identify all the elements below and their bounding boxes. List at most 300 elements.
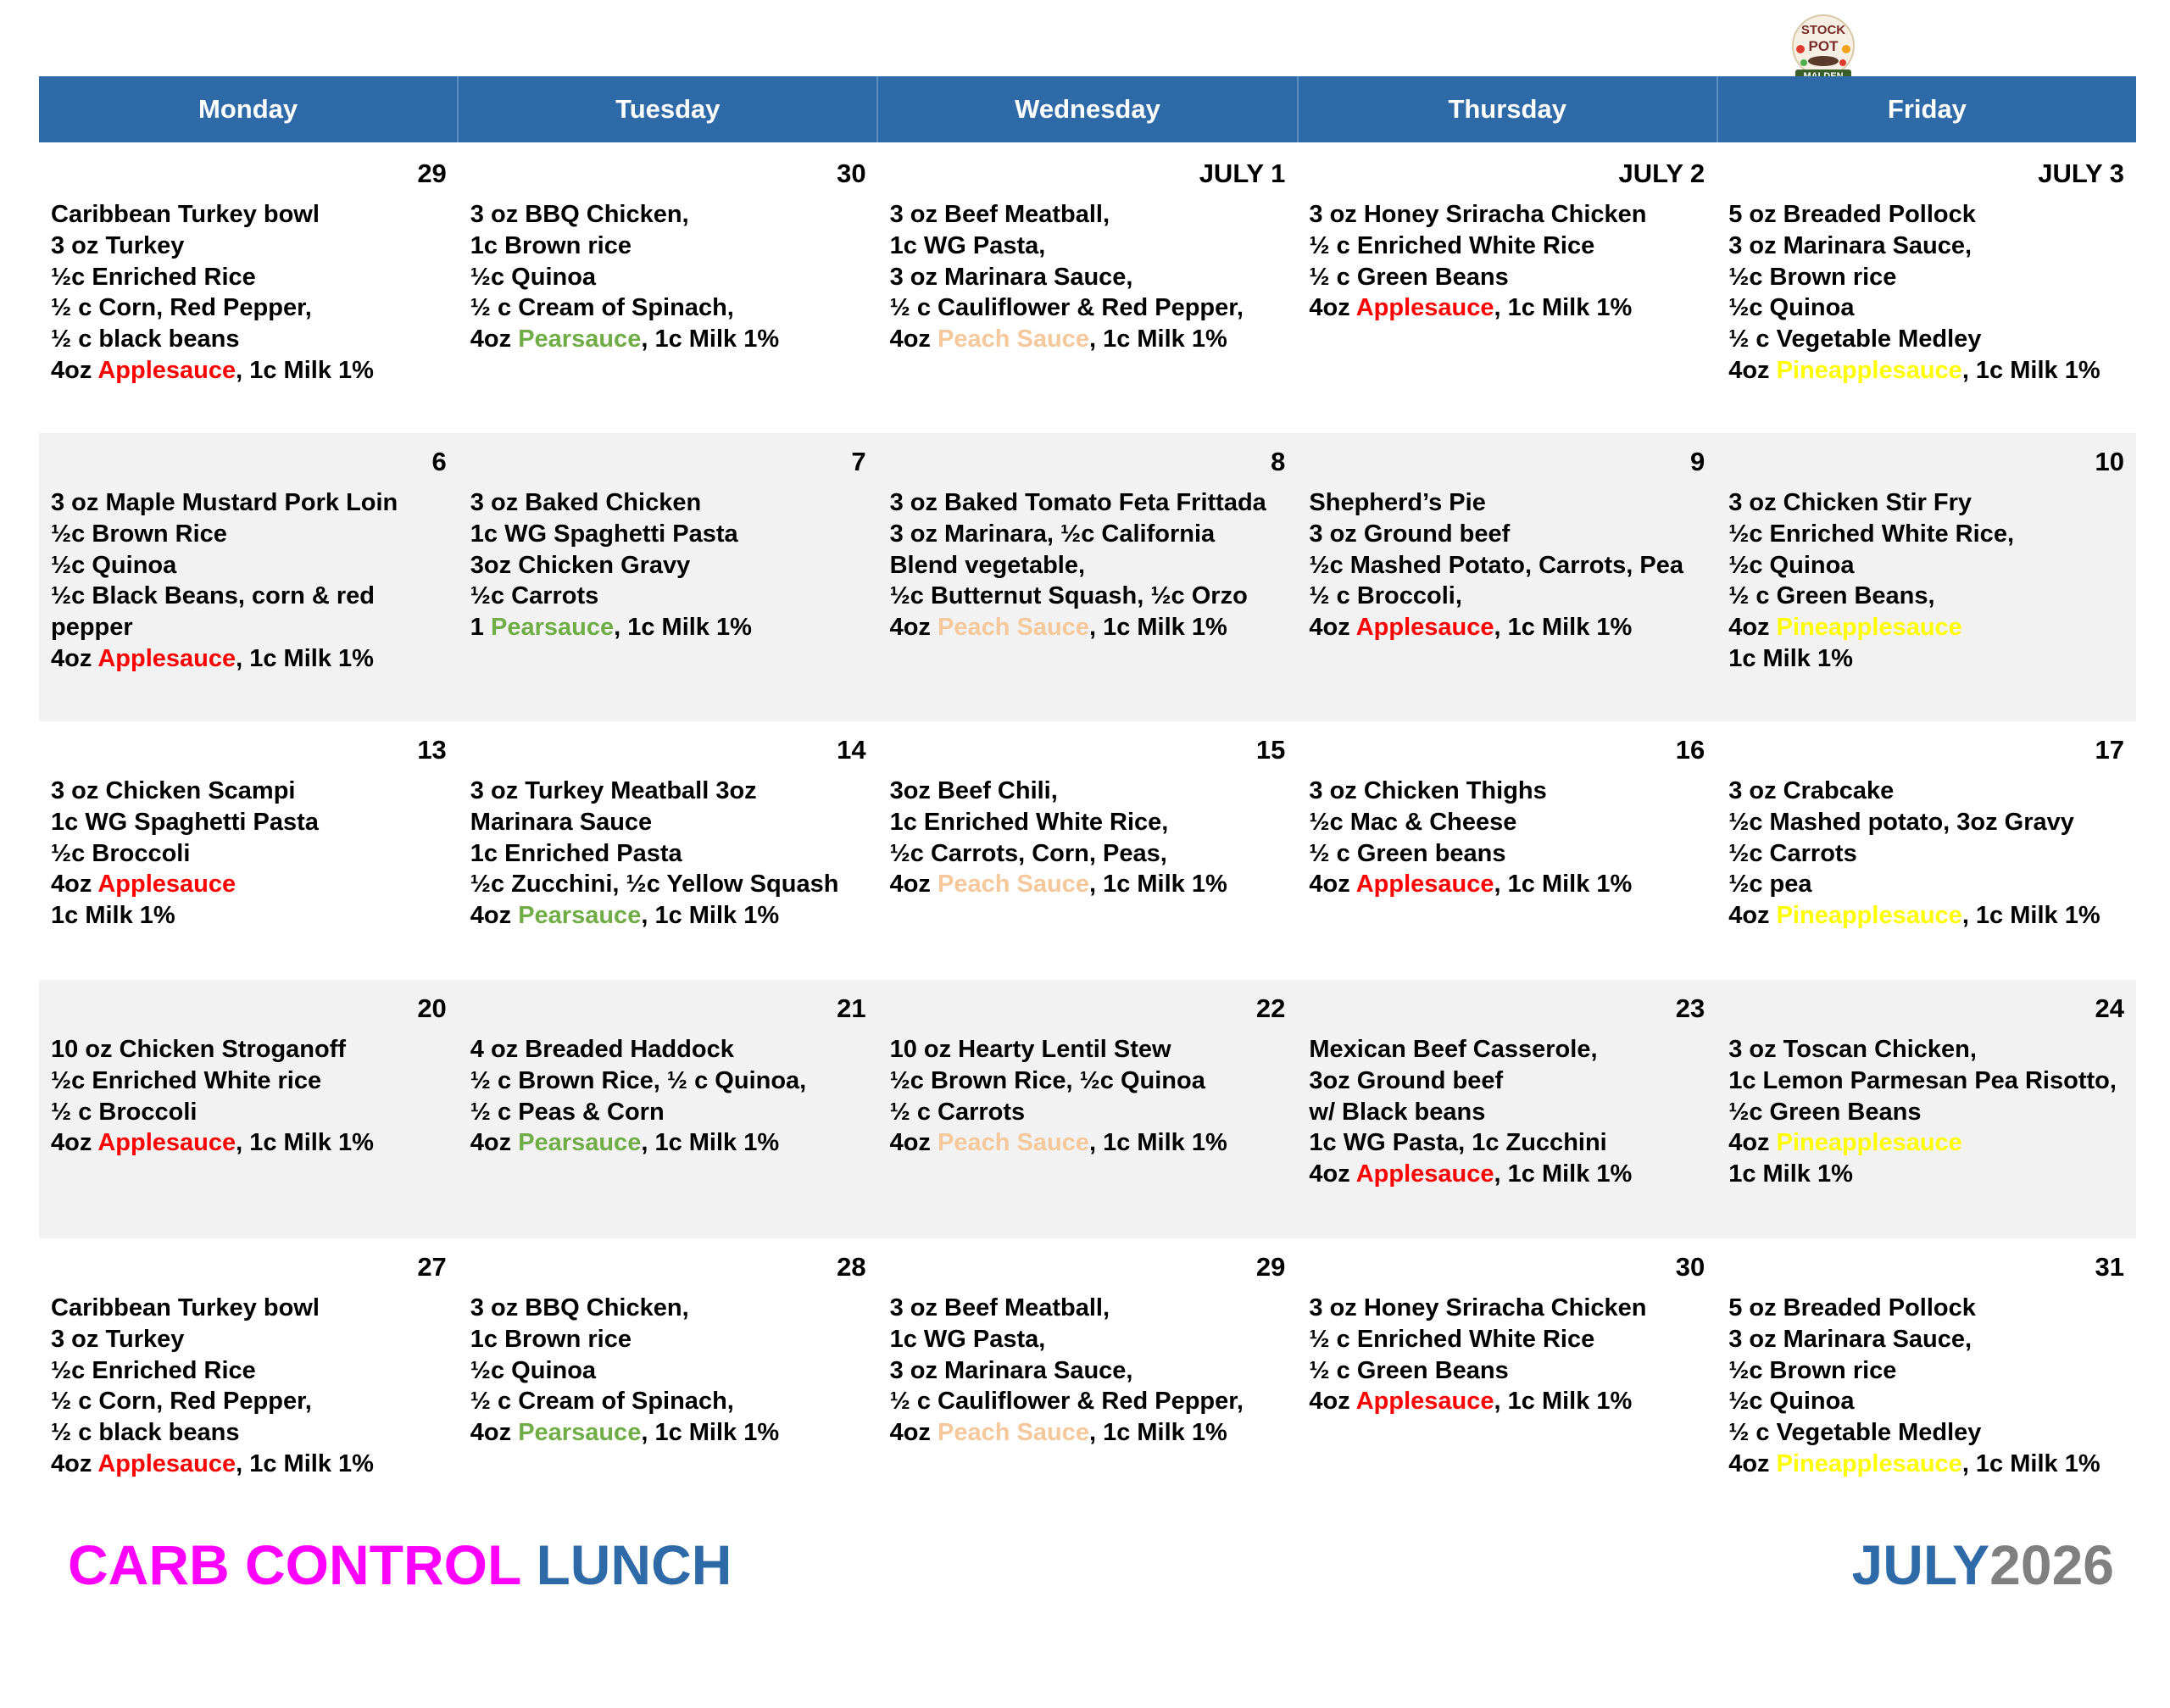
- menu-text: 3 oz Honey Sriracha Chicken: [1309, 201, 1647, 228]
- menu-text: 4oz: [1728, 1129, 1777, 1157]
- day-cell: [39, 1238, 459, 1518]
- menu-text: 3 oz Crabcake: [1728, 777, 1895, 804]
- menu-line: [1728, 1127, 2124, 1159]
- menu-text: 1c Enriched Pasta: [470, 839, 682, 867]
- menu-text: 4oz: [1728, 614, 1777, 642]
- menu-text: , 1c Milk 1%: [1088, 1129, 1227, 1157]
- menu-text: , 1c Milk 1%: [641, 1419, 780, 1447]
- menu-line: [890, 519, 1286, 550]
- menu-line: [1728, 292, 2124, 324]
- menu-line: [51, 581, 447, 612]
- fruit-sauce: Applesauce: [1355, 1388, 1494, 1416]
- menu-line: [470, 1417, 866, 1449]
- menu-line: [1728, 199, 2124, 231]
- stock-pot-malden-logo: [1778, 12, 1868, 83]
- menu-line: [1728, 900, 2124, 932]
- menu-text: 5 oz Breaded Pollock: [1728, 1294, 1976, 1321]
- day-menu: [470, 1293, 866, 1449]
- menu-text: , 1c Milk 1%: [1961, 1449, 2100, 1477]
- menu-text: ½ c Green Beans: [1309, 263, 1509, 291]
- menu-text: ½ c Vegetable Medley: [1728, 1419, 1982, 1447]
- menu-text: 4oz: [470, 325, 519, 353]
- day-date: 30: [837, 159, 866, 188]
- menu-text: ½c Quinoa: [1728, 551, 1855, 579]
- menu-line: [1309, 487, 1705, 519]
- day-menu: [890, 776, 1286, 900]
- menu-line: [51, 776, 447, 807]
- day-date: 8: [1271, 447, 1286, 476]
- week-row: [39, 980, 2136, 1238]
- menu-text: ½ c Enriched White Rice: [1309, 231, 1595, 259]
- menu-line: [51, 869, 447, 900]
- menu-text: 3 oz Maple Mustard Pork Loin: [51, 489, 398, 516]
- day-cell: [39, 721, 459, 980]
- menu-line: [470, 1127, 866, 1159]
- menu-text: 3 oz Marinara Sauce,: [1728, 231, 1972, 259]
- menu-text: 4oz: [1728, 902, 1777, 930]
- menu-line: [1309, 199, 1705, 231]
- menu-line: [1728, 1065, 2124, 1097]
- menu-text: ½c Enriched White rice: [51, 1066, 322, 1094]
- menu-line: [1728, 262, 2124, 293]
- day-date: 17: [2095, 735, 2124, 765]
- menu-line: [1309, 1065, 1705, 1097]
- menu-line: [1728, 1034, 2124, 1065]
- header-friday: Friday: [1887, 94, 1967, 124]
- menu-line: [890, 1293, 1286, 1324]
- day-cell: [878, 145, 1298, 433]
- menu-text: ½c Brown Rice, ½c Quinoa: [889, 1066, 1205, 1094]
- menu-month: JULY: [1851, 1533, 1990, 1596]
- menu-line: [890, 1065, 1286, 1097]
- menu-text: 3 oz BBQ Chicken,: [470, 1294, 689, 1321]
- menu-line: [1728, 776, 2124, 807]
- day-date: 24: [2095, 993, 2124, 1023]
- fruit-sauce: Pineapplesauce: [1776, 1449, 1962, 1477]
- menu-text: ½ c Cauliflower & Red Pepper,: [889, 1388, 1244, 1416]
- menu-text: 1c Milk 1%: [1728, 1160, 1853, 1188]
- menu-text: ½c Quinoa: [470, 263, 597, 291]
- menu-text: ½c Enriched Rice: [51, 263, 256, 291]
- day-menu: [1728, 776, 2124, 932]
- menu-line: [1309, 1034, 1705, 1065]
- menu-text: ½c Enriched White Rice,: [1728, 520, 2015, 548]
- menu-line: [1309, 1324, 1705, 1355]
- menu-line: [470, 262, 866, 293]
- menu-line: [1728, 807, 2124, 838]
- menu-text: 3 oz Chicken Stir Fry: [1728, 489, 1972, 516]
- menu-text: , 1c Milk 1%: [1494, 614, 1633, 642]
- header-tuesday: Tuesday: [459, 76, 878, 142]
- menu-text: ½ c Peas & Corn: [470, 1098, 665, 1126]
- menu-text: 4oz: [470, 1129, 519, 1157]
- day-menu: [1309, 1293, 1705, 1417]
- menu-text: ½c Brown Rice: [51, 520, 227, 548]
- menu-text: 1: [470, 614, 491, 642]
- menu-line: [51, 292, 447, 324]
- menu-text: 3 oz Marinara Sauce,: [1728, 1325, 1972, 1353]
- menu-line: [51, 807, 447, 838]
- menu-line: [51, 231, 447, 262]
- day-date: JULY 2: [1618, 159, 1705, 188]
- menu-line: [1728, 612, 2124, 643]
- menu-line: [470, 1324, 866, 1355]
- menu-text: ½ c black beans: [51, 1419, 240, 1447]
- menu-line: [1309, 1386, 1705, 1417]
- fruit-sauce: Applesauce: [97, 871, 236, 899]
- week-row: [39, 721, 2136, 980]
- day-menu: [890, 199, 1286, 355]
- menu-line: [1728, 838, 2124, 870]
- menu-text: ½c Black Beans, corn & red: [51, 582, 375, 610]
- menu-text: ½c Carrots, Corn, Peas,: [889, 839, 1167, 867]
- day-menu: [1728, 1034, 2124, 1190]
- menu-text: ½c Quinoa: [1728, 294, 1855, 322]
- day-date: 30: [1675, 1252, 1705, 1282]
- menu-line: [890, 807, 1286, 838]
- fruit-sauce: Peach Sauce: [938, 1129, 1089, 1157]
- menu-text: 4oz: [1728, 1449, 1777, 1477]
- menu-line: [470, 776, 866, 807]
- header-monday: Monday: [39, 76, 459, 142]
- menu-line: [470, 1097, 866, 1128]
- menu-text: ½c Enriched Rice: [51, 1356, 256, 1384]
- header-thursday: Thursday: [1299, 76, 1718, 142]
- menu-text: Mexican Beef Casserole,: [1309, 1036, 1598, 1063]
- day-menu: [51, 487, 447, 675]
- day-cell: [39, 980, 459, 1238]
- day-menu: [51, 776, 447, 932]
- menu-line: [51, 1034, 447, 1065]
- menu-line: [470, 1293, 866, 1324]
- menu-text: 4oz: [1309, 1160, 1356, 1188]
- menu-line: [890, 612, 1286, 643]
- menu-text: ½c Quinoa: [1728, 1388, 1855, 1416]
- svg-text:POT: POT: [1808, 38, 1839, 54]
- menu-text: ½c Quinoa: [51, 551, 177, 579]
- menu-text: 1c Milk 1%: [1728, 644, 1853, 672]
- day-date: JULY 3: [2038, 159, 2124, 188]
- menu-line: [890, 1097, 1286, 1128]
- day-date: 28: [837, 1252, 866, 1282]
- day-date: 22: [1255, 993, 1286, 1023]
- day-menu: [470, 776, 866, 932]
- menu-line: [470, 550, 866, 581]
- menu-text: , 1c Milk 1%: [1961, 356, 2100, 384]
- day-cell: [878, 980, 1298, 1238]
- menu-line: [470, 324, 866, 355]
- menu-text: 1c Lemon Parmesan Pea Risotto,: [1728, 1066, 2117, 1094]
- menu-line: [1309, 612, 1705, 643]
- menu-line: [890, 231, 1286, 262]
- day-cell: [459, 433, 878, 721]
- menu-text: 4oz: [1309, 1388, 1356, 1416]
- menu-line: [51, 1065, 447, 1097]
- svg-text:STOCK: STOCK: [1800, 23, 1846, 37]
- day-menu: [51, 199, 447, 387]
- day-date: 9: [1689, 447, 1705, 476]
- menu-text: ½c Carrots: [470, 582, 599, 610]
- menu-line: [890, 581, 1286, 612]
- menu-text: 4oz: [889, 871, 938, 899]
- menu-text: 1c Milk 1%: [51, 902, 175, 930]
- menu-text: ½c Mashed Potato, Carrots, Pea: [1309, 551, 1683, 579]
- day-cell: [1717, 980, 2136, 1238]
- menu-text: 4oz: [1728, 356, 1777, 384]
- menu-line: [1309, 550, 1705, 581]
- menu-text: 3 oz Honey Sriracha Chicken: [1309, 1294, 1647, 1321]
- day-cell: [878, 1238, 1298, 1518]
- day-date: 7: [851, 447, 866, 476]
- menu-text: 4oz: [889, 1129, 938, 1157]
- menu-text: 4oz: [51, 1449, 98, 1477]
- weekday-header: [39, 76, 2136, 145]
- menu-line: [1309, 519, 1705, 550]
- menu-text: 4oz: [1309, 294, 1356, 322]
- fruit-sauce: Applesauce: [1355, 1160, 1494, 1188]
- day-date: 16: [1675, 735, 1705, 765]
- menu-line: [1309, 262, 1705, 293]
- menu-line: [51, 1127, 447, 1159]
- day-date: 14: [837, 735, 866, 765]
- day-date: JULY 1: [1199, 159, 1286, 188]
- menu-line: [51, 1417, 447, 1449]
- menu-text: 3 oz Marinara Sauce,: [889, 263, 1133, 291]
- menu-line: [1728, 1417, 2124, 1449]
- menu-line: [1728, 1355, 2124, 1387]
- menu-line: [51, 519, 447, 550]
- fruit-sauce: Applesauce: [1355, 294, 1494, 322]
- fruit-sauce: Pineapplesauce: [1776, 902, 1962, 930]
- menu-line: [470, 838, 866, 870]
- day-cell: [878, 721, 1298, 980]
- day-menu: [1728, 1293, 2124, 1480]
- menu-text: ½c Mashed potato, 3oz Gravy: [1728, 808, 2074, 836]
- menu-line: [470, 900, 866, 932]
- day-cell: [1297, 145, 1717, 433]
- day-menu: [51, 1293, 447, 1480]
- menu-text: ½ c Green Beans: [1309, 1356, 1509, 1384]
- fruit-sauce: Pearsauce: [490, 614, 615, 642]
- menu-text: ½c Brown rice: [1728, 263, 1897, 291]
- menu-line: [51, 612, 447, 643]
- menu-line: [470, 807, 866, 838]
- menu-line: [470, 231, 866, 262]
- day-menu: [470, 487, 866, 643]
- menu-text: 10 oz Hearty Lentil Stew: [889, 1036, 1171, 1063]
- menu-line: [51, 550, 447, 581]
- menu-text: 4oz: [470, 1419, 519, 1447]
- menu-text: , 1c Milk 1%: [641, 1129, 780, 1157]
- menu-text: 3oz Beef Chili,: [889, 777, 1058, 804]
- menu-line: [890, 324, 1286, 355]
- menu-line: [1728, 1449, 2124, 1480]
- menu-line: [890, 487, 1286, 519]
- menu-text: ½ c Brown Rice, ½ c Quinoa,: [470, 1066, 807, 1094]
- menu-text: ½ c Green beans: [1309, 839, 1506, 867]
- menu-line: [470, 292, 866, 324]
- menu-text: 4oz: [51, 1129, 98, 1157]
- menu-line: [1309, 292, 1705, 324]
- menu-line: [1309, 869, 1705, 900]
- menu-line: [470, 199, 866, 231]
- menu-text: , 1c Milk 1%: [1494, 871, 1633, 899]
- menu-text: 1c Brown rice: [470, 1325, 632, 1353]
- day-date: 29: [417, 159, 447, 188]
- menu-title-lunch: LUNCH: [536, 1533, 732, 1596]
- fruit-sauce: Peach Sauce: [938, 614, 1089, 642]
- menu-text: 3 oz Marinara Sauce,: [889, 1356, 1133, 1384]
- menu-line: [470, 487, 866, 519]
- menu-line: [1728, 487, 2124, 519]
- menu-text: , 1c Milk 1%: [1961, 902, 2100, 930]
- menu-text: 3oz Ground beef: [1309, 1066, 1504, 1094]
- menu-text: 4oz: [889, 614, 938, 642]
- menu-text: pepper: [51, 614, 133, 642]
- menu-text: ½c pea: [1728, 871, 1812, 899]
- menu-line: [1309, 581, 1705, 612]
- day-cell: [459, 145, 878, 433]
- menu-text: 4oz: [51, 644, 98, 672]
- menu-line: [1728, 869, 2124, 900]
- menu-text: , 1c Milk 1%: [614, 614, 752, 642]
- menu-line: [890, 838, 1286, 870]
- menu-text: 5 oz Breaded Pollock: [1728, 201, 1976, 228]
- menu-line: [1728, 1097, 2124, 1128]
- menu-line: [890, 1355, 1286, 1387]
- menu-line: [470, 612, 866, 643]
- week-row: [39, 145, 2136, 433]
- fruit-sauce: Applesauce: [97, 1129, 236, 1157]
- menu-text: Marinara Sauce: [470, 808, 653, 836]
- menu-text: ½c Brown rice: [1728, 1356, 1897, 1384]
- menu-text: ½ c black beans: [51, 325, 240, 353]
- menu-line: [890, 262, 1286, 293]
- menu-line: [51, 1324, 447, 1355]
- menu-line: [470, 1386, 866, 1417]
- day-cell: [1717, 433, 2136, 721]
- fruit-sauce: Applesauce: [97, 1449, 236, 1477]
- menu-text: ½c Zucchini, ½c Yellow Squash: [470, 871, 839, 899]
- day-menu: [470, 1034, 866, 1159]
- menu-line: [1309, 1159, 1705, 1190]
- menu-year: 2026: [1989, 1533, 2114, 1596]
- day-cell: [1717, 1238, 2136, 1518]
- menu-text: 4oz: [1309, 614, 1356, 642]
- menu-month-year: [1852, 1533, 2114, 1597]
- fruit-sauce: Pearsauce: [518, 1419, 642, 1447]
- menu-text: , 1c Milk 1%: [236, 1449, 374, 1477]
- menu-text: , 1c Milk 1%: [1494, 294, 1633, 322]
- menu-line: [890, 1324, 1286, 1355]
- menu-text: 3 oz Chicken Thighs: [1309, 777, 1547, 804]
- menu-text: ½ c Cream of Spinach,: [470, 1388, 734, 1416]
- menu-text: 4oz: [470, 902, 519, 930]
- menu-text: , 1c Milk 1%: [236, 356, 374, 384]
- menu-line: [470, 1034, 866, 1065]
- day-date: 13: [417, 735, 447, 765]
- menu-line: [51, 262, 447, 293]
- menu-text: , 1c Milk 1%: [641, 902, 780, 930]
- fruit-sauce: Pearsauce: [518, 325, 642, 353]
- menu-text: 4oz: [889, 1419, 938, 1447]
- day-menu: [1309, 199, 1705, 324]
- menu-line: [51, 1097, 447, 1128]
- menu-line: [1728, 1386, 2124, 1417]
- fruit-sauce: Applesauce: [1355, 614, 1494, 642]
- day-date: 15: [1255, 735, 1286, 765]
- menu-line: [1728, 643, 2124, 675]
- menu-line: [1309, 838, 1705, 870]
- day-date: 23: [1675, 993, 1705, 1023]
- menu-line: [470, 1065, 866, 1097]
- menu-line: [890, 1417, 1286, 1449]
- menu-line: [1728, 231, 2124, 262]
- day-menu: [1728, 487, 2124, 675]
- menu-line: [51, 487, 447, 519]
- menu-text: 1c WG Pasta,: [889, 1325, 1046, 1353]
- menu-text: 4oz: [51, 356, 98, 384]
- menu-text: 1c Enriched White Rice,: [889, 808, 1169, 836]
- menu-line: [470, 869, 866, 900]
- day-cell: [1297, 433, 1717, 721]
- menu-text: 3 oz Turkey: [51, 231, 185, 259]
- menu-text: ½ c Corn, Red Pepper,: [51, 294, 312, 322]
- fruit-sauce: Pearsauce: [518, 902, 642, 930]
- menu-line: [1728, 581, 2124, 612]
- header-wednesday: Wednesday: [878, 76, 1298, 142]
- menu-text: ½c Carrots: [1728, 839, 1857, 867]
- menu-text: 3 oz Chicken Scampi: [51, 777, 296, 804]
- menu-text: 4oz: [889, 325, 938, 353]
- day-menu: [1309, 487, 1705, 643]
- menu-line: [1728, 355, 2124, 387]
- menu-text: , 1c Milk 1%: [236, 644, 374, 672]
- fruit-sauce: Pineapplesauce: [1776, 614, 1962, 642]
- day-menu: [890, 1293, 1286, 1449]
- menu-text: 1c WG Spaghetti Pasta: [470, 520, 738, 548]
- menu-line: [470, 1355, 866, 1387]
- menu-line: [51, 324, 447, 355]
- menu-line: [890, 292, 1286, 324]
- fruit-sauce: Pineapplesauce: [1776, 356, 1962, 384]
- day-cell: [1297, 721, 1717, 980]
- fruit-sauce: Peach Sauce: [938, 871, 1089, 899]
- menu-line: [890, 1127, 1286, 1159]
- menu-text: ½c Quinoa: [470, 1356, 597, 1384]
- menu-text: 4 oz Breaded Haddock: [470, 1036, 734, 1063]
- menu-text: 4oz: [51, 871, 98, 899]
- day-menu: [1728, 199, 2124, 387]
- day-cell: [39, 433, 459, 721]
- menu-line: [890, 869, 1286, 900]
- menu-text: 1c WG Pasta, 1c Zucchini: [1309, 1129, 1607, 1157]
- menu-line: [51, 1386, 447, 1417]
- menu-text: , 1c Milk 1%: [1494, 1160, 1633, 1188]
- menu-text: 1c Brown rice: [470, 231, 632, 259]
- day-date: 29: [1255, 1252, 1286, 1282]
- fruit-sauce: Applesauce: [97, 644, 236, 672]
- menu-line: [51, 1449, 447, 1480]
- menu-text: 4oz: [1309, 871, 1356, 899]
- menu-line: [51, 199, 447, 231]
- menu-text: , 1c Milk 1%: [1088, 325, 1227, 353]
- menu-text: Blend vegetable,: [889, 551, 1086, 579]
- menu-text: 1c WG Spaghetti Pasta: [51, 808, 319, 836]
- menu-line: [1728, 519, 2124, 550]
- menu-text: 1c WG Pasta,: [889, 231, 1046, 259]
- menu-text: 3 oz Turkey Meatball 3oz: [470, 777, 757, 804]
